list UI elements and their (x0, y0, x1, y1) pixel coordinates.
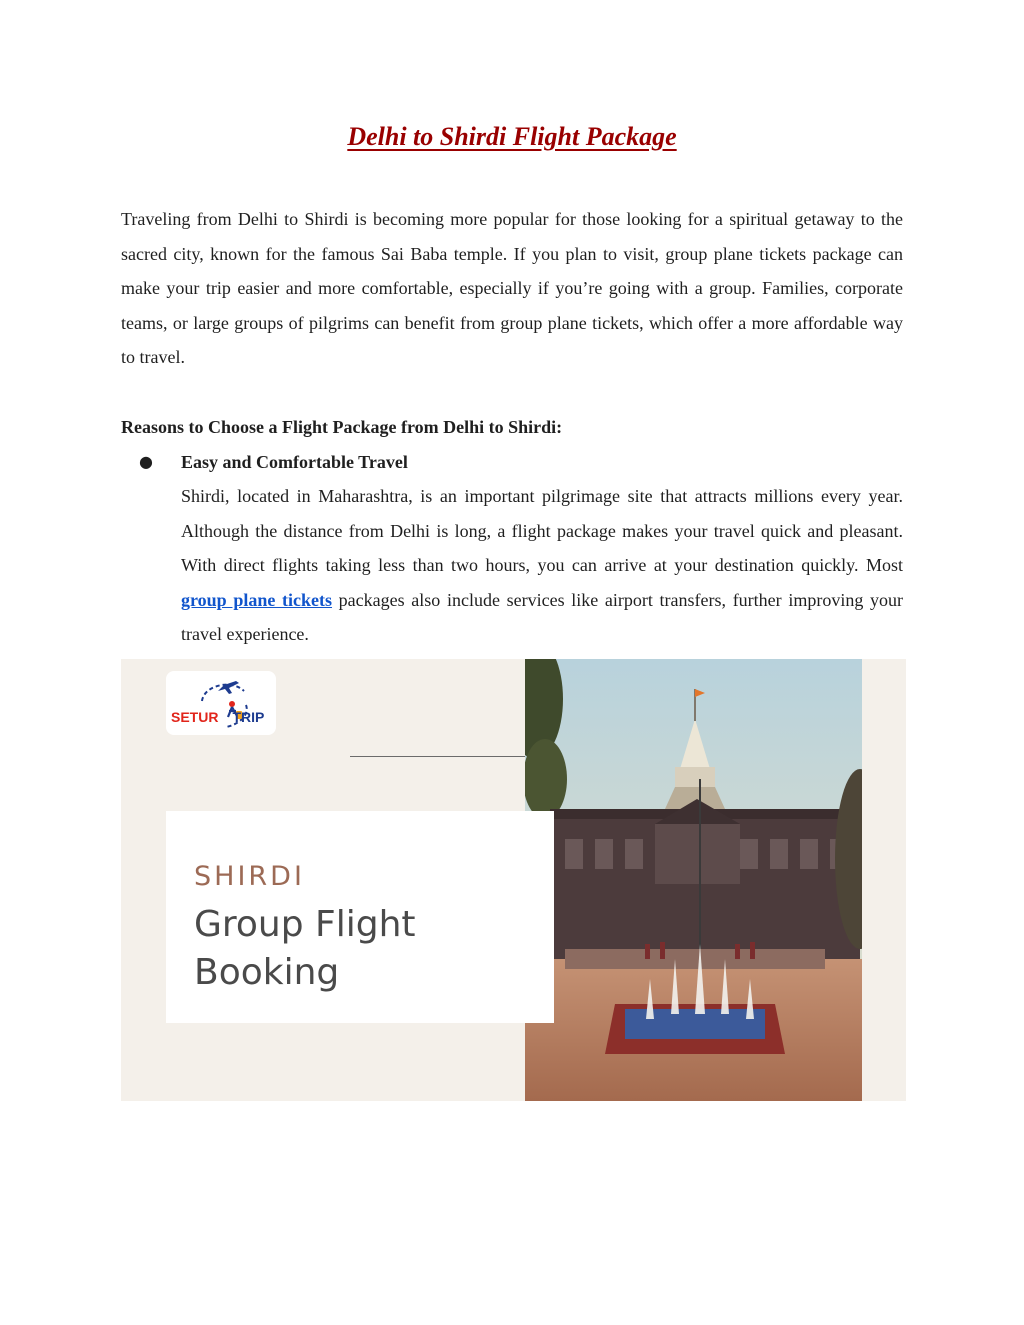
bullet-marker: ● (139, 452, 153, 471)
bullet-title: Easy and Comfortable Travel (181, 452, 408, 472)
banner-image (121, 659, 906, 1101)
page-title: Delhi to Shirdi Flight Package (347, 122, 677, 151)
group-plane-tickets-link[interactable]: group plane tickets (181, 589, 333, 610)
bullet-body-text-end: packages also include services like airport transfers, further improving your travel experience. (181, 589, 903, 645)
intro-paragraph: Traveling from Delhi to Shirdi is becoming more popular for those looking for a spiritual getaway to the sacred city, known for the famous Sai Baba temple. If you plan to visit, group plane tickets package can make your trip easier and more comfortable, especially if you’re going with a group. Families, corporate teams, or large groups of pilgrims can benefit from group plane tickets, which offer a more affordable way to travel. (121, 209, 903, 368)
section-heading: Reasons to Choose a Flight Package from Delhi to Shirdi: (121, 417, 563, 437)
banner-text-card (166, 811, 554, 1023)
globe-plane-icon (166, 671, 276, 735)
logo-setur: SETUR (171, 709, 219, 725)
shirdi-temple-photo (525, 659, 862, 1101)
logo-wordmark (171, 709, 264, 725)
banner-kicker: SHIRDI (194, 861, 305, 892)
setur-trip-logo (166, 671, 276, 735)
banner-title: Group Flight Booking (194, 904, 416, 993)
logo-trip: TRIP (232, 709, 265, 725)
bullet-body-text: Shirdi, located in Maharashtra, is an important pilgrimage site that attracts millions every year. Although the distance from Delhi is long, a flight package makes your travel quick and pleasant. With direct flights taking less than two hours, you can arrive at your destination quickly. Most (181, 486, 903, 576)
banner-divider (350, 756, 525, 757)
bullet-body (181, 479, 903, 652)
